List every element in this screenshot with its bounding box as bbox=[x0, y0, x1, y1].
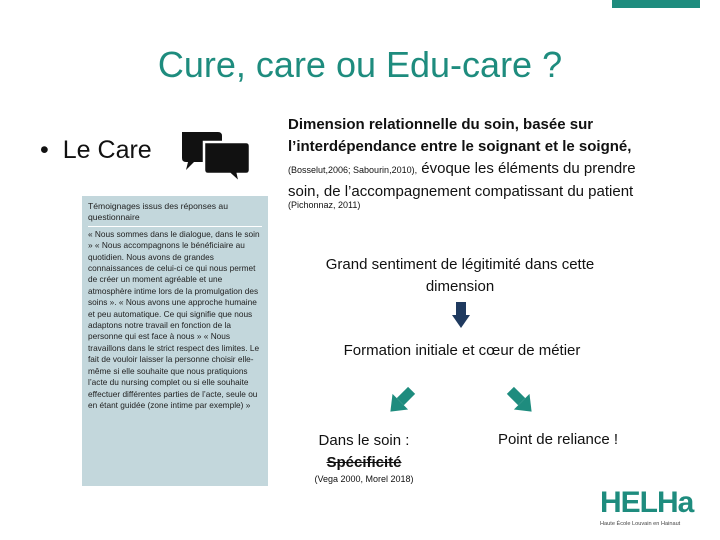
legitimacy-text: Grand sentiment de légitimité dans cette dimension bbox=[325, 256, 595, 295]
specificity-line-1: Dans le soin : bbox=[318, 432, 410, 449]
arrow-down-right-icon bbox=[506, 386, 536, 416]
training-text: Formation initiale et cœur de métier bbox=[343, 342, 581, 359]
bullet-marker: • bbox=[40, 136, 49, 164]
slide-title: Cure, care ou Edu-care ? bbox=[157, 44, 563, 85]
speech-bubbles-icon bbox=[178, 128, 252, 184]
definition-text: évoque les éléments du prendre bbox=[417, 160, 636, 177]
logo-wordmark: HELHa bbox=[600, 486, 694, 519]
testimonial-divider bbox=[88, 226, 262, 227]
definition-line-2: l’interdépendance entre le soignant et le soigné, bbox=[288, 138, 632, 155]
specificity-line-2: Spécificité bbox=[326, 454, 402, 471]
definition-line-4: soin, de l’accompagnement compatissant du patient bbox=[288, 183, 634, 200]
bullet-text: Le Care bbox=[62, 136, 152, 164]
care-definition bbox=[288, 114, 688, 203]
arrow-down-left-icon bbox=[386, 386, 416, 416]
testimonial-body: « Nous sommes dans le dialogue, dans le soin » « Nous accompagnons le bénéficiaire au quotidien. Nous avons de grandes connaissances de celui-ci ce qui nous permet de créer un moment agréable et une atmosphère intime lors de la promulgation des soins ». « Nous avons une approche humaine et peu automatique. Ce qui signifie que nous adaptons notre travail en fonction de la personne qui est face à nous » « Nous travaillons dans le strict respect des limites. Le fait de vouloir laisser la personne choisir elle-même si elle souhaite que nous pratiquions l’acte du nursing complet ou si elle souhaite effectuer différentes parties de l’acte, seule ou en étant guidée (zone intime par exemple) » bbox=[88, 228, 260, 410]
logo-tagline: Haute École Louvain en Hainaut bbox=[600, 521, 681, 527]
accent-bar bbox=[612, 0, 700, 8]
testimonial-heading: Témoignages issus des réponses au questionnaire bbox=[88, 201, 228, 223]
helha-logo bbox=[600, 488, 704, 532]
specificity-citation: (Vega 2000, Morel 2018) bbox=[314, 474, 414, 484]
bullet-item bbox=[40, 136, 152, 165]
testimonial-box bbox=[82, 196, 268, 486]
reliance-point: Point de reliance ! bbox=[497, 431, 619, 448]
definition-line-3 bbox=[288, 158, 688, 181]
definition-citation-2: (Pichonnaz, 2011) bbox=[288, 200, 361, 210]
definition-citation: (Bosselut,2006; Sabourin,2010), bbox=[288, 165, 418, 175]
arrow-down-icon bbox=[452, 302, 470, 328]
definition-line-1: Dimension relationnelle du soin, basée sur bbox=[288, 116, 594, 133]
care-specificity bbox=[300, 430, 428, 474]
